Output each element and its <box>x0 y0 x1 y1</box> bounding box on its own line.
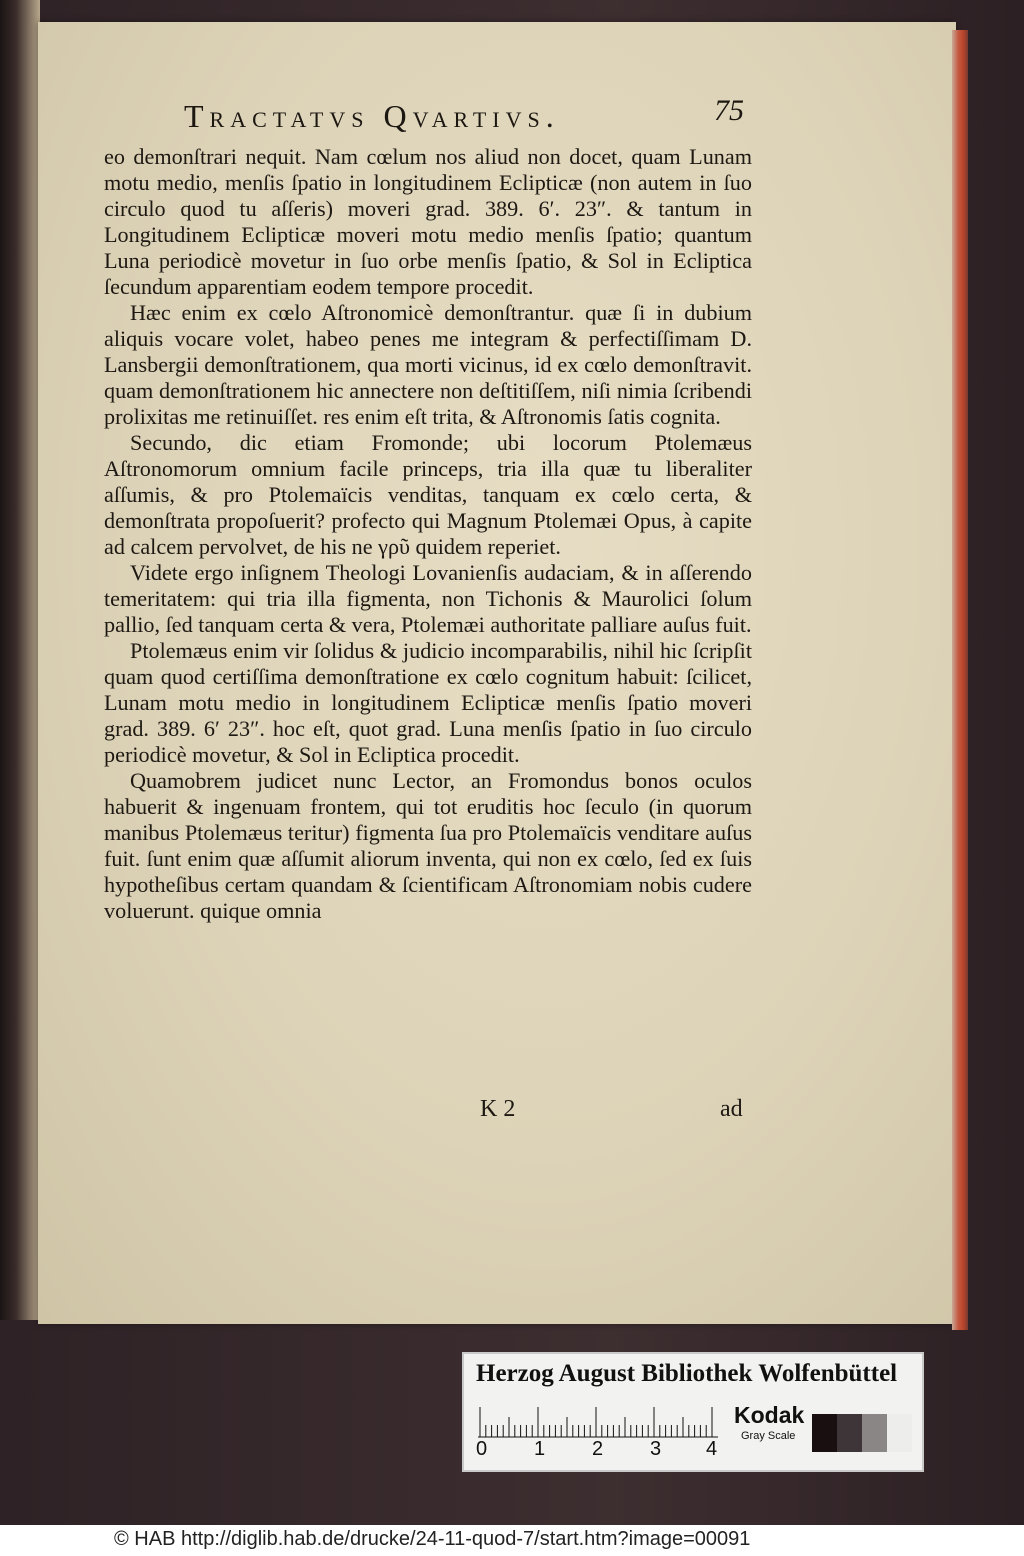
gray-scale-patches <box>812 1414 912 1452</box>
paragraph-1: eo demonſtrari nequit. Nam cœlum nos aliud non docet, quam Lunam motu medio, menſis ſpatio in longitudinem Eclipticæ (non autem in ſuo circulo quod tu aſſeris) moveri grad. 389. 6′. 23″. & tantum in Longitudinem Eclipticæ moveri motu medio menſis ſpatio; quantum Luna periodicè movetur in ſuo orbe menſis ſpatio, & Sol in Ecliptica ſecundum apparentiam eodem tempore procedit. <box>104 144 752 299</box>
running-head <box>184 94 764 138</box>
adjacent-page-edge <box>0 0 40 1320</box>
gray-patch-4 <box>887 1414 912 1452</box>
ruler-number-2: 2 <box>592 1438 604 1460</box>
ruler-number-0: 0 <box>476 1438 488 1460</box>
signature-mark: K 2 <box>480 1096 516 1122</box>
running-head-title: Tractatvs Qvartivs. <box>184 98 560 134</box>
catchword: ad <box>720 1096 743 1122</box>
library-name: Herzog August Bibliothek Wolfenbüttel <box>476 1360 898 1387</box>
gray-patch-3 <box>862 1414 887 1452</box>
copyright-url: © HAB http://diglib.hab.de/drucke/24-11-quod-7/start.htm?image=00091 <box>114 1528 751 1550</box>
ruler-scale <box>478 1404 718 1438</box>
paragraph-3: Secundo, dic etiam Fromonde; ubi locorum Ptolemæus Aſtronomorum omnium facile princeps, tria illa quæ tu liberaliter aſſumis, & pro Ptolemaïcis venditas, tanquam ex cœlo certa, & demonſtrata propoſuerit? profecto qui Magnum Ptolemæi Opus, à capite ad calcem pervolvet, de his ne γρῦ quidem reperiet. <box>104 430 752 559</box>
kodak-logo: Kodak <box>734 1402 805 1428</box>
paragraph-5: Ptolemæus enim vir ſolidus & judicio incomparabilis, nihil hic ſcripſit quam quod certiſſima demonſtratione ex cœlo cognitum habuit: ſcilicet, Lunam motu medio in longitudinem Eclipticæ menſis ſpatio moveri grad. 389. 6′ 23″. hoc eſt, quot grad. Luna menſis ſpatio in ſuo circulo periodicè movetur, & Sol in Ecliptica procedit. <box>104 638 752 767</box>
gray-patch-1 <box>812 1414 837 1452</box>
gray-scale-caption: Gray Scale <box>741 1430 796 1442</box>
paragraph-2: Hæc enim ex cœlo Aſtronomicè demonſtrantur. quæ ſi in dubium aliquis vocare volet, habeo penes me integram & perfectiſſimam D. Lansbergii demonſtrationem, qua morti vicinus, id ex cœlo demonſtravit. quam demonſtrationem hic annectere non deſtitiſſem, niſi nimia ſcribendi prolixitas me retinuiſſet. res enim eſt trita, & Aſtronomis ſatis cognita. <box>104 300 752 429</box>
library-label-card <box>462 1352 924 1472</box>
ruler-number-4: 4 <box>706 1438 718 1460</box>
paragraph-4: Videte ergo inſignem Theologi Lovanienſis audaciam, & in aſſerendo temeritatem: qui tria illa figmenta, non Tichonis & Maurolici ſolum pallio, ſed tanquam certa & vera, Ptolemæi authoritate palliare auſus fuit. <box>104 560 752 637</box>
ruler-numbers <box>476 1438 726 1462</box>
paragraph-6: Quamobrem judicet nunc Lector, an Fromondus bonos oculos habuerit & ingenuam frontem, qui tot eruditis hoc ſeculo (in quorum manibus Ptolemæus teritur) figmenta ſua pro Ptolemaïcis venditare auſus fuit. ſunt enim quæ aſſumit aliorum inventa, qui non ex cœlo, ſed ex ſuis hypotheſibus certam quandam & ſcientificam Aſtronomiam nobis cudere voluerunt. quique omnia <box>104 768 752 923</box>
red-page-edge <box>952 30 968 1330</box>
ruler-number-1: 1 <box>534 1438 546 1460</box>
page-number: 75 <box>714 94 744 127</box>
body-text <box>104 144 752 924</box>
footer-bar <box>0 1525 1024 1556</box>
ruler-number-3: 3 <box>650 1438 662 1460</box>
gray-patch-2 <box>837 1414 862 1452</box>
